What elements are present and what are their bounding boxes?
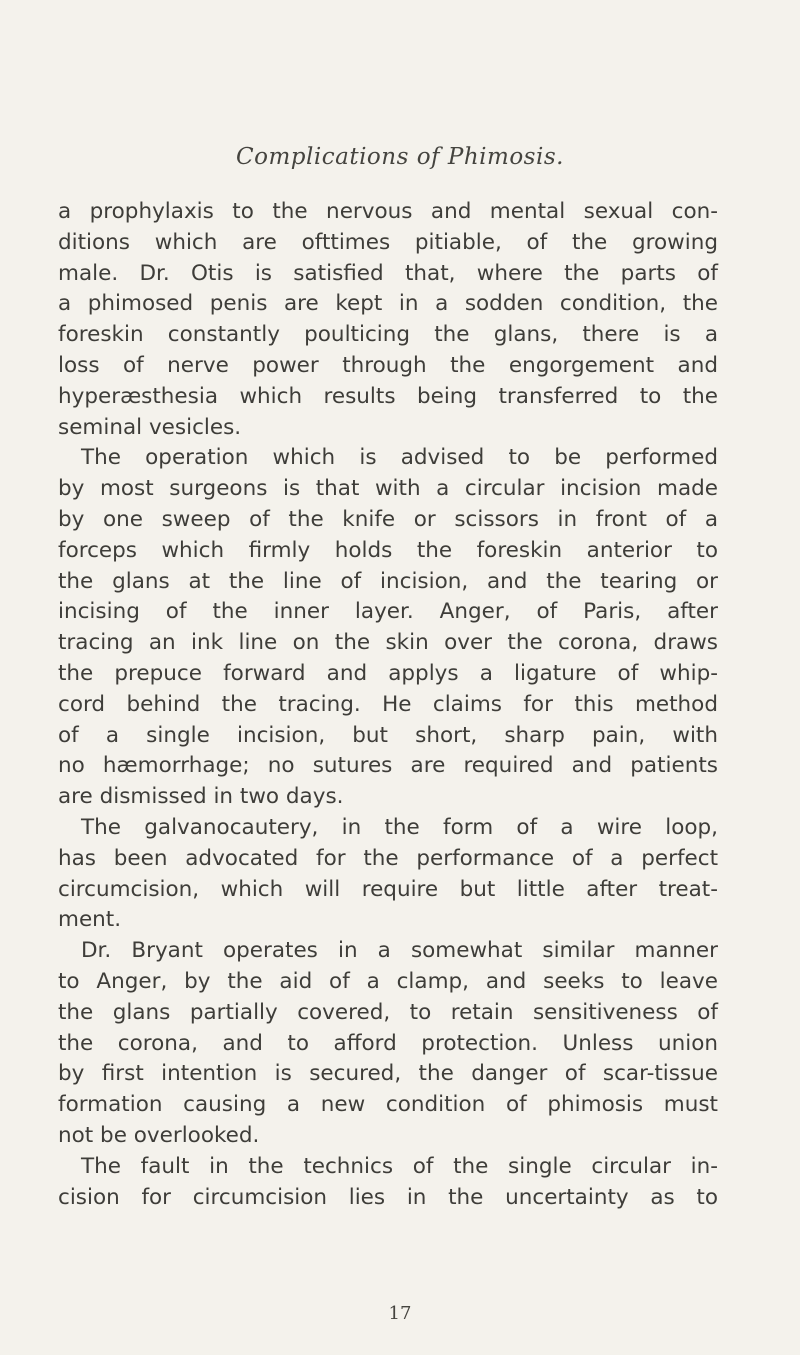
paragraph	[58, 813, 718, 936]
text-line: hyperæsthesia which results being transferred to the	[58, 383, 718, 409]
text-line: the glans partially covered, to retain sensitiveness of	[58, 999, 718, 1025]
paragraph	[58, 936, 718, 1152]
text-line: incising of the inner layer. Anger, of Paris, after	[58, 599, 718, 625]
text-line: the prepuce forward and applys a ligature of whip-	[58, 660, 718, 686]
text-line: ditions which are ofttimes pitiable, of the growing	[58, 229, 718, 255]
text-line: of a single incision, but short, sharp pain, with	[58, 722, 718, 748]
paragraph	[58, 1152, 718, 1214]
paragraph	[58, 443, 718, 813]
text-line: loss of nerve power through the engorgement and	[58, 352, 718, 378]
text-line: by one sweep of the knife or scissors in front of a	[58, 506, 718, 532]
text-line: The operation which is advised to be performed	[81, 445, 718, 471]
text-line: male. Dr. Otis is satisfied that, where the parts of	[58, 260, 718, 286]
text-line: Dr. Bryant operates in a somewhat similar manner	[81, 938, 718, 964]
text-line: has been advocated for the performance of a perfect	[58, 845, 718, 871]
text-line: the glans at the line of incision, and the tearing or	[58, 568, 718, 594]
text-line: no hæmorrhage; no sutures are required and patients	[58, 753, 718, 779]
text-line: circumcision, which will require but little after treat-	[58, 876, 718, 902]
running-head: Complications of Phimosis.	[236, 144, 564, 170]
text-line: foreskin constantly poulticing the glans, there is a	[58, 322, 718, 348]
text-line: formation causing a new condition of phimosis must	[58, 1092, 718, 1118]
text-line: not be overlooked.	[58, 1122, 260, 1148]
text-line: cision for circumcision lies in the uncertainty as to	[58, 1184, 718, 1210]
text-line: ment.	[58, 907, 122, 933]
text-line: The fault in the technics of the single circular in-	[81, 1153, 718, 1179]
text-line: seminal vesicles.	[58, 414, 242, 440]
text-line: a prophylaxis to the nervous and mental sexual con-	[58, 199, 718, 224]
page-number: 17	[388, 1303, 412, 1324]
text-line: The galvanocautery, in the form of a wire loop,	[81, 814, 718, 840]
text-line: by first intention is secured, the danger of scar-tissue	[58, 1061, 718, 1087]
text-line: a phimosed penis are kept in a sodden condition, the	[58, 291, 718, 317]
text-line: by most surgeons is that with a circular incision made	[58, 476, 718, 502]
text-line: cord behind the tracing. He claims for this method	[58, 691, 718, 717]
text-line: forceps which firmly holds the foreskin anterior to	[58, 537, 718, 563]
text-line: to Anger, by the aid of a clamp, and seeks to leave	[58, 968, 718, 994]
text-line: tracing an ink line on the skin over the corona, draws	[58, 630, 718, 656]
text-line: are dismissed in two days.	[58, 784, 344, 810]
text-line: the corona, and to afford protection. Unless union	[58, 1030, 718, 1056]
paragraph	[58, 197, 718, 443]
body-text	[58, 197, 718, 1213]
